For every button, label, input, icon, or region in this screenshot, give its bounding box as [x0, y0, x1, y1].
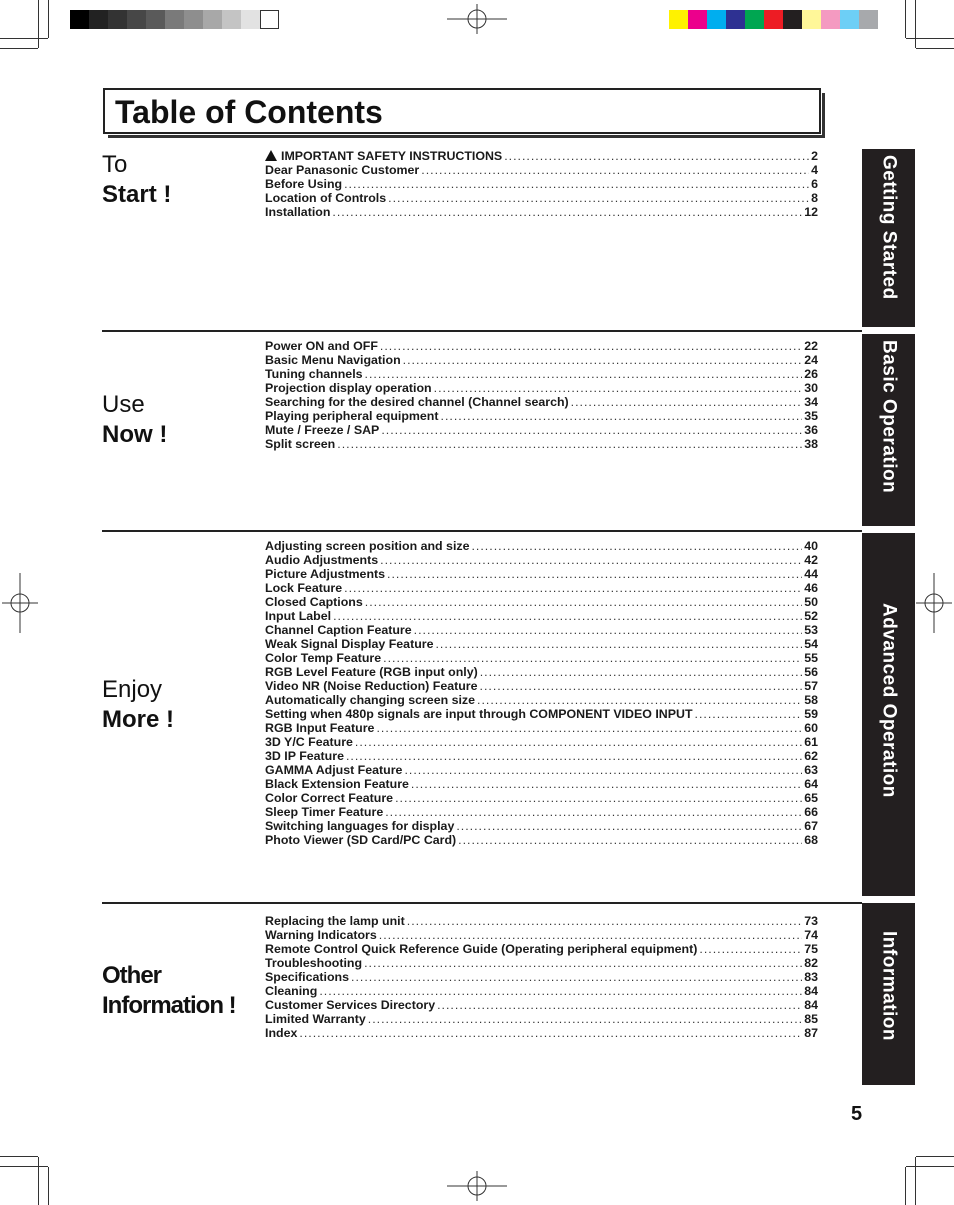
toc-entry[interactable]: [265, 437, 818, 451]
toc-entry-page: 53: [804, 623, 818, 637]
toc-entry-page: 44: [804, 567, 818, 581]
section-divider: [102, 330, 862, 332]
crop-mark: [0, 38, 48, 39]
toc-entry-title: [265, 409, 439, 423]
toc-dot-leader: [344, 177, 809, 191]
toc-entry[interactable]: [265, 177, 818, 191]
toc-entry-page: 30: [804, 381, 818, 395]
toc-entry-title-text: Projection display operation: [265, 381, 432, 395]
toc-dot-leader: [365, 595, 802, 609]
toc-entry-title: [265, 595, 363, 609]
toc-dot-leader: [441, 409, 803, 423]
title-box: [103, 88, 821, 134]
toc-entry-title-text: Channel Caption Feature: [265, 623, 412, 637]
tab-label: Information: [878, 931, 900, 1041]
toc-entry-title-text: RGB Input Feature: [265, 721, 375, 735]
toc-entry-title-text: Warning Indicators: [265, 928, 377, 942]
color-swatch: [203, 10, 222, 29]
toc-dot-leader: [414, 623, 803, 637]
toc-entry-page: 68: [804, 833, 818, 847]
toc-entry-page: 64: [804, 777, 818, 791]
toc-entry[interactable]: [265, 539, 818, 553]
toc-entry-title-text: Tuning channels: [265, 367, 363, 381]
toc-list-advanced-operation: [265, 539, 818, 847]
toc-entry[interactable]: [265, 819, 818, 833]
toc-entry[interactable]: [265, 956, 818, 970]
toc-entry-page: 73: [804, 914, 818, 928]
toc-entry-page: 54: [804, 637, 818, 651]
toc-entry-title: [265, 1012, 366, 1026]
toc-entry-page: 46: [804, 581, 818, 595]
toc-entry[interactable]: [265, 553, 818, 567]
toc-entry-title: [265, 567, 385, 581]
toc-entry-page: 38: [804, 437, 818, 451]
toc-entry-title-text: Video NR (Noise Reduction) Feature: [265, 679, 478, 693]
toc-dot-leader: [355, 735, 802, 749]
grayscale-color-bar: [70, 10, 279, 29]
toc-dot-leader: [571, 395, 803, 409]
crop-mark: [915, 1157, 916, 1205]
toc-entry-title-text: Audio Adjustments: [265, 553, 379, 567]
toc-entry-page: 34: [804, 395, 818, 409]
toc-entry-title-text: Dear Panasonic Customer: [265, 163, 420, 177]
toc-entry-title-text: Basic Menu Navigation: [265, 353, 401, 367]
toc-entry-title-text: Closed Captions: [265, 595, 363, 609]
toc-entry-title: [265, 609, 331, 623]
toc-entry-page: 57: [804, 679, 818, 693]
toc-entry-title: [265, 942, 697, 956]
toc-entry-title-text: Remote Control Quick Reference Guide (Operating peripheral equipment): [265, 942, 698, 956]
toc-dot-leader: [380, 553, 802, 567]
color-swatch: [726, 10, 745, 29]
toc-entry[interactable]: [265, 777, 818, 791]
color-swatch: [707, 10, 726, 29]
toc-dot-leader: [437, 998, 802, 1012]
toc-entry-title-text: Location of Controls: [265, 191, 387, 205]
toc-entry[interactable]: [265, 914, 818, 928]
toc-entry[interactable]: [265, 623, 818, 637]
toc-entry-title-text: Cleaning: [265, 984, 318, 998]
section-heading-line2: Information !: [102, 992, 236, 1019]
color-swatch: [688, 10, 707, 29]
toc-entry-title-text: 3D IP Feature: [265, 749, 344, 763]
toc-entry-title-text: Searching for the desired channel (Channel search): [265, 395, 569, 409]
section-divider: [102, 530, 862, 532]
toc-entry-page: 74: [804, 928, 818, 942]
toc-entry-page: 82: [804, 956, 818, 970]
toc-entry[interactable]: [265, 395, 818, 409]
toc-entry-title-text: Picture Adjustments: [265, 567, 386, 581]
toc-dot-leader: [699, 942, 802, 956]
toc-entry-page: 52: [804, 609, 818, 623]
crop-mark: [38, 1157, 39, 1205]
toc-entry[interactable]: [265, 353, 818, 367]
toc-entry-title: [265, 381, 432, 395]
section-heading-line1: Enjoy: [102, 676, 163, 703]
toc-entry[interactable]: [265, 637, 818, 651]
toc-entry-page: 67: [804, 819, 818, 833]
toc-entry[interactable]: [265, 339, 818, 353]
toc-entry-title: [265, 735, 353, 749]
toc-entry-title: [265, 805, 383, 819]
toc-entry-page: 55: [804, 651, 818, 665]
toc-dot-leader: [380, 339, 802, 353]
crop-mark: [915, 0, 916, 48]
toc-entry-page: 65: [804, 791, 818, 805]
toc-dot-leader: [695, 707, 803, 721]
color-swatch: [764, 10, 783, 29]
toc-dot-leader: [395, 791, 802, 805]
crop-mark: [48, 1167, 49, 1205]
toc-dot-leader: [337, 437, 802, 451]
toc-list-information: [265, 914, 818, 1040]
color-swatch: [859, 10, 878, 29]
toc-entry-title-text: Photo Viewer (SD Card/PC Card): [265, 833, 457, 847]
toc-entry-title: [265, 163, 419, 177]
toc-dot-leader: [346, 749, 802, 763]
color-swatch: [745, 10, 764, 29]
toc-dot-leader: [385, 805, 802, 819]
toc-entry[interactable]: [265, 163, 818, 177]
toc-entry-page: 66: [804, 805, 818, 819]
toc-entry[interactable]: [265, 409, 818, 423]
crop-mark: [0, 1166, 48, 1167]
color-swatch: [146, 10, 165, 29]
toc-entry-title-text: Before Using: [265, 177, 343, 191]
toc-entry[interactable]: [265, 423, 818, 437]
toc-dot-leader: [387, 567, 802, 581]
toc-entry-page: 40: [804, 539, 818, 553]
toc-entry[interactable]: [265, 833, 818, 847]
toc-dot-leader: [456, 819, 802, 833]
toc-entry-title: [265, 707, 693, 721]
crop-mark: [905, 0, 906, 38]
crop-mark: [0, 48, 38, 49]
toc-entry-title: [265, 353, 401, 367]
toc-dot-leader: [379, 928, 802, 942]
toc-entry-title: [265, 956, 362, 970]
toc-entry-title: [265, 637, 433, 651]
toc-entry-page: 61: [804, 735, 818, 749]
toc-entry-page: 26: [804, 367, 818, 381]
section-heading-enjoy: [102, 675, 174, 735]
toc-entry-title-text: Lock Feature: [265, 581, 343, 595]
page-title: Table of Contents: [115, 94, 383, 130]
color-swatch: [127, 10, 146, 29]
crop-mark: [906, 38, 954, 39]
toc-dot-leader: [381, 423, 802, 437]
toc-dot-leader: [332, 205, 802, 219]
toc-entry-title-text: Playing peripheral equipment: [265, 409, 439, 423]
toc-entry-title: [265, 833, 456, 847]
section-heading-line1: Use: [102, 391, 145, 418]
toc-entry-title: [265, 777, 409, 791]
color-swatch: [108, 10, 127, 29]
toc-list-basic-operation: [265, 339, 818, 451]
toc-dot-leader: [333, 609, 802, 623]
toc-entry-title: [265, 749, 344, 763]
toc-entry[interactable]: [265, 1012, 818, 1026]
toc-entry-page: 59: [804, 707, 818, 721]
tab-basic-operation[interactable]: [862, 334, 915, 526]
color-swatch: [669, 10, 688, 29]
color-swatch: [241, 10, 260, 29]
toc-entry-title: [265, 623, 412, 637]
toc-entry-title: [265, 665, 478, 679]
toc-dot-leader: [299, 1026, 802, 1040]
toc-entry-page: 35: [804, 409, 818, 423]
toc-entry-title: [265, 693, 475, 707]
toc-entry-title-text: Troubleshooting: [265, 956, 363, 970]
toc-entry-title-text: Replacing the lamp unit: [265, 914, 405, 928]
toc-entry-title: [265, 539, 469, 553]
toc-entry[interactable]: [265, 581, 818, 595]
tab-getting-started[interactable]: [862, 149, 915, 327]
section-heading-line1: Other: [102, 962, 162, 989]
color-swatch: [222, 10, 241, 29]
toc-entry[interactable]: [265, 735, 818, 749]
toc-entry[interactable]: [265, 721, 818, 735]
toc-entry[interactable]: [265, 763, 818, 777]
registration-mark-icon: [447, 1171, 507, 1201]
toc-entry[interactable]: [265, 984, 818, 998]
toc-entry-title: [265, 651, 381, 665]
page-number: 5: [851, 1103, 863, 1125]
toc-entry-title: [265, 191, 386, 205]
toc-entry-page: 58: [804, 693, 818, 707]
toc-entry-title-text: Input Label: [265, 609, 332, 623]
toc-entry-title-text: GAMMA Adjust Feature: [265, 763, 403, 777]
toc-entry[interactable]: [265, 1026, 818, 1040]
color-swatch: [184, 10, 203, 29]
toc-entry-page: 36: [804, 423, 818, 437]
toc-entry-page: 62: [804, 749, 818, 763]
toc-entry-title: [265, 819, 454, 833]
toc-dot-leader: [480, 665, 802, 679]
toc-entry[interactable]: [265, 595, 818, 609]
toc-entry[interactable]: [265, 149, 818, 163]
color-swatch: [165, 10, 184, 29]
toc-entry-title: [265, 970, 349, 984]
color-swatch: [840, 10, 859, 29]
section-heading-line2: More !: [102, 706, 174, 733]
toc-dot-leader: [319, 984, 802, 998]
section-heading-other: [102, 961, 236, 1021]
toc-entry[interactable]: [265, 567, 818, 581]
tab-information[interactable]: [862, 903, 915, 1085]
color-swatch: [783, 10, 802, 29]
crop-mark: [48, 0, 49, 38]
toc-dot-leader: [368, 1012, 802, 1026]
toc-entry-title: [265, 553, 378, 567]
toc-entry-title-text: Switching languages for display: [265, 819, 455, 833]
crop-mark: [906, 1166, 954, 1167]
toc-entry-title-text: IMPORTANT SAFETY INSTRUCTIONS: [281, 149, 503, 163]
toc-entry-title-text: Black Extension Feature: [265, 777, 409, 791]
toc-entry-page: 12: [804, 205, 818, 219]
toc-entry-page: 84: [804, 998, 818, 1012]
toc-entry-title: [265, 367, 363, 381]
toc-dot-leader: [403, 353, 803, 367]
toc-entry-title: [265, 998, 435, 1012]
toc-entry-title: [265, 721, 374, 735]
toc-entry-page: 87: [804, 1026, 818, 1040]
toc-entry-title-text: Setting when 480p signals are input through COMPONENT VIDEO INPUT: [265, 707, 693, 721]
color-swatch: [260, 10, 279, 29]
tab-label: Getting Started: [878, 155, 900, 300]
toc-dot-leader: [480, 679, 803, 693]
toc-entry-page: 50: [804, 595, 818, 609]
crop-mark: [38, 0, 39, 48]
crop-mark: [916, 48, 954, 49]
toc-dot-leader: [404, 763, 802, 777]
toc-entry-page: 56: [804, 665, 818, 679]
toc-dot-leader: [351, 970, 802, 984]
toc-entry[interactable]: [265, 942, 818, 956]
toc-dot-leader: [364, 956, 802, 970]
toc-list-getting-started: [265, 149, 818, 219]
crop-mark: [905, 1167, 906, 1205]
toc-entry-page: 75: [804, 942, 818, 956]
toc-dot-leader: [477, 693, 802, 707]
toc-entry[interactable]: [265, 679, 818, 693]
toc-dot-leader: [407, 914, 802, 928]
toc-dot-leader: [365, 367, 803, 381]
toc-entry-title: [265, 437, 335, 451]
toc-entry-title: [265, 679, 478, 693]
toc-entry-title: [265, 984, 317, 998]
toc-entry-title-text: Customer Services Directory: [265, 998, 436, 1012]
toc-entry-page: 85: [804, 1012, 818, 1026]
process-color-bar: [669, 10, 878, 29]
toc-entry-title-text: RGB Level Feature (RGB input only): [265, 665, 478, 679]
color-swatch: [89, 10, 108, 29]
tab-label: Basic Operation: [878, 340, 900, 494]
toc-entry[interactable]: [265, 609, 818, 623]
toc-entry-title: [265, 928, 377, 942]
crop-mark: [916, 1156, 954, 1157]
toc-dot-leader: [388, 191, 809, 205]
section-heading-line2: Start !: [102, 181, 172, 208]
toc-entry-title: [265, 914, 405, 928]
tab-advanced-operation[interactable]: [862, 533, 915, 896]
section-heading-use: [102, 390, 167, 450]
toc-entry[interactable]: [265, 651, 818, 665]
registration-mark-icon: [2, 573, 38, 633]
toc-entry-title-text: Index: [265, 1026, 298, 1040]
toc-dot-leader: [411, 777, 802, 791]
toc-entry-page: 42: [804, 553, 818, 567]
toc-entry-title-text: Limited Warranty: [265, 1012, 366, 1026]
toc-dot-leader: [458, 833, 802, 847]
toc-entry-title: [265, 581, 342, 595]
toc-entry-title: [265, 149, 502, 163]
toc-entry-title: [265, 205, 330, 219]
section-heading-line1: To: [102, 151, 128, 178]
color-swatch: [821, 10, 840, 29]
toc-entry-page: 24: [804, 353, 818, 367]
toc-entry-page: 8: [811, 191, 818, 205]
toc-entry-title-text: Color Temp Feature: [265, 651, 382, 665]
toc-entry-page: 6: [811, 177, 818, 191]
warning-triangle-icon: [265, 150, 277, 161]
tab-label: Advanced Operation: [878, 603, 900, 798]
toc-entry-title: [265, 763, 402, 777]
toc-entry-title-text: Automatically changing screen size: [265, 693, 476, 707]
toc-dot-leader: [344, 581, 802, 595]
toc-entry-title: [265, 395, 569, 409]
toc-entry-title-text: Adjusting screen position and size: [265, 539, 470, 553]
toc-entry-title-text: Specifications: [265, 970, 350, 984]
registration-mark-icon: [916, 573, 952, 633]
toc-dot-leader: [504, 149, 809, 163]
toc-entry-title-text: Split screen: [265, 437, 336, 451]
toc-dot-leader: [434, 381, 803, 395]
section-divider: [102, 902, 862, 904]
toc-entry[interactable]: [265, 998, 818, 1012]
crop-mark: [0, 1156, 38, 1157]
toc-entry-page: 60: [804, 721, 818, 735]
toc-entry-page: 4: [811, 163, 818, 177]
toc-entry-page: 63: [804, 763, 818, 777]
toc-entry-page: 22: [804, 339, 818, 353]
toc-entry-title-text: Color Correct Feature: [265, 791, 394, 805]
toc-entry[interactable]: [265, 970, 818, 984]
toc-entry-page: 84: [804, 984, 818, 998]
toc-entry-title-text: Power ON and OFF: [265, 339, 378, 353]
toc-entry[interactable]: [265, 928, 818, 942]
toc-dot-leader: [376, 721, 802, 735]
toc-entry-title-text: 3D Y/C Feature: [265, 735, 353, 749]
toc-dot-leader: [471, 539, 802, 553]
toc-entry[interactable]: [265, 693, 818, 707]
toc-entry-page: 83: [804, 970, 818, 984]
toc-entry[interactable]: [265, 367, 818, 381]
toc-entry-title-text: Sleep Timer Feature: [265, 805, 384, 819]
toc-dot-leader: [435, 637, 802, 651]
toc-entry-title-text: Mute / Freeze / SAP: [265, 423, 380, 437]
color-swatch: [802, 10, 821, 29]
toc-dot-leader: [383, 651, 802, 665]
toc-entry-title: [265, 423, 379, 437]
color-swatch: [70, 10, 89, 29]
toc-entry[interactable]: [265, 191, 818, 205]
toc-entry[interactable]: [265, 665, 818, 679]
toc-entry[interactable]: [265, 707, 818, 721]
toc-entry-title: [265, 177, 342, 191]
toc-entry[interactable]: [265, 205, 818, 219]
registration-mark-icon: [447, 4, 507, 34]
toc-entry[interactable]: [265, 749, 818, 763]
section-heading-start: [102, 150, 171, 210]
toc-dot-leader: [421, 163, 809, 177]
toc-entry[interactable]: [265, 791, 818, 805]
toc-entry-title: [265, 339, 378, 353]
toc-entry-title-text: Weak Signal Display Feature: [265, 637, 434, 651]
section-heading-line2: Now !: [102, 421, 168, 448]
toc-entry-title-text: Installation: [265, 205, 331, 219]
toc-entry-title: [265, 1026, 297, 1040]
toc-entry-page: 2: [811, 149, 818, 163]
toc-entry-title: [265, 791, 393, 805]
toc-entry[interactable]: [265, 381, 818, 395]
toc-entry[interactable]: [265, 805, 818, 819]
